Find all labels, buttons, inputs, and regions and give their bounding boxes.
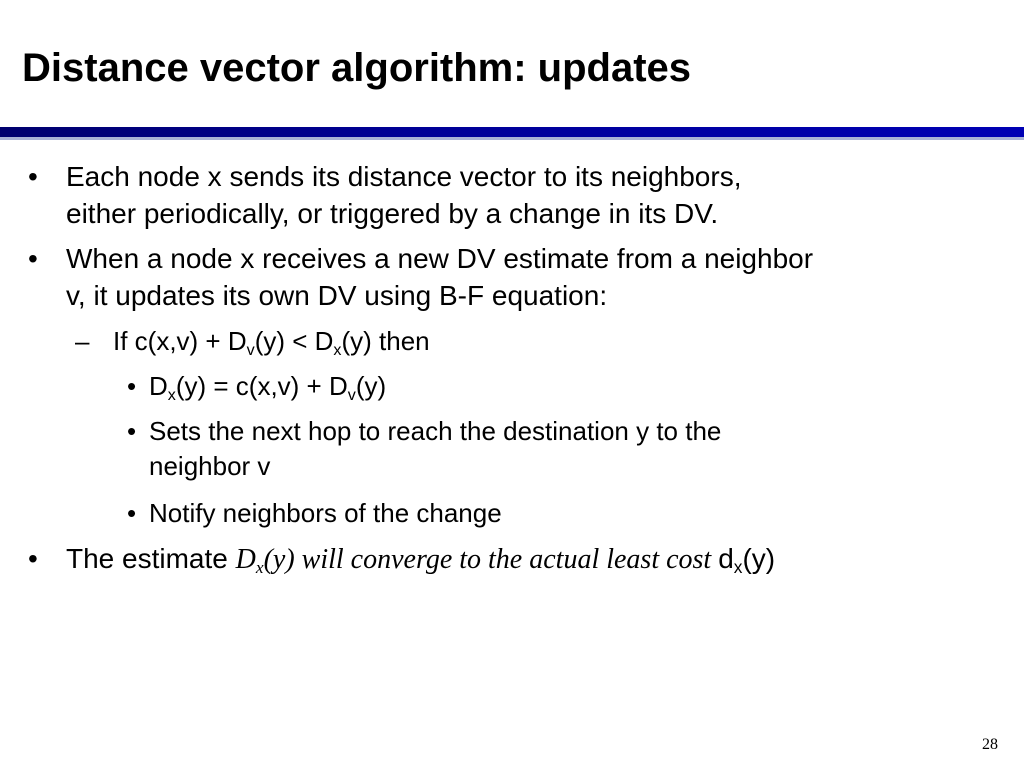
estimate-text: d <box>718 543 734 574</box>
bullet-receives-dv <box>28 240 814 314</box>
bullet-estimate-converges <box>28 540 776 581</box>
condition-text: If c(x,v) + D <box>113 326 247 356</box>
next-hop-line: neighbor v <box>149 451 271 481</box>
sub-item-condition <box>75 324 430 362</box>
sub-sub-item-update <box>127 369 387 408</box>
estimate-italic-text: (y) will converge to the actual least cost <box>263 544 719 575</box>
estimate-text: (y) <box>742 543 776 574</box>
sub-sub-item-next-hop <box>127 414 722 484</box>
estimate-text: The estimate <box>66 543 236 574</box>
bullet-each-node <box>28 158 742 232</box>
bullet-mark: • <box>127 416 137 446</box>
notify-text: Notify neighbors of the change <box>149 498 502 528</box>
bullet-text-line: either periodically, or triggered by a change in its DV. <box>66 198 719 229</box>
update-subscript: x <box>167 385 176 404</box>
update-text: D <box>149 371 168 401</box>
bullet-mark: • <box>28 543 38 574</box>
bullet-text-line: When a node x receives a new DV estimate from a neighbor <box>66 243 814 274</box>
bullet-mark: • <box>28 243 38 274</box>
estimate-italic-subscript: x <box>255 557 264 577</box>
slide-title: Distance vector algorithm: updates <box>22 46 692 90</box>
bullet-mark: • <box>28 161 38 192</box>
update-text: (y) <box>355 371 387 401</box>
title-rule-light <box>0 137 1024 140</box>
bullet-text-line: Each node x sends its distance vector to its neighbors, <box>66 161 742 192</box>
estimate-subscript: x <box>733 556 743 577</box>
bullet-mark: • <box>127 371 137 401</box>
next-hop-line: Sets the next hop to reach the destination y to the <box>149 416 722 446</box>
title-rule-dark <box>0 127 1024 137</box>
condition-subscript: v <box>246 340 255 359</box>
update-text: (y) = c(x,v) + D <box>175 371 348 401</box>
bullet-mark: • <box>127 498 137 528</box>
sub-sub-item-notify <box>127 496 502 531</box>
bullet-text-line: v, it updates its own DV using B-F equation: <box>66 280 608 311</box>
estimate-italic-text: D <box>235 544 256 575</box>
condition-text: (y) then <box>341 326 430 356</box>
condition-subscript: x <box>333 340 342 359</box>
condition-text: (y) < D <box>254 326 334 356</box>
dash-mark: – <box>75 326 90 356</box>
update-subscript: v <box>347 385 356 404</box>
page-number: 28 <box>982 736 998 753</box>
